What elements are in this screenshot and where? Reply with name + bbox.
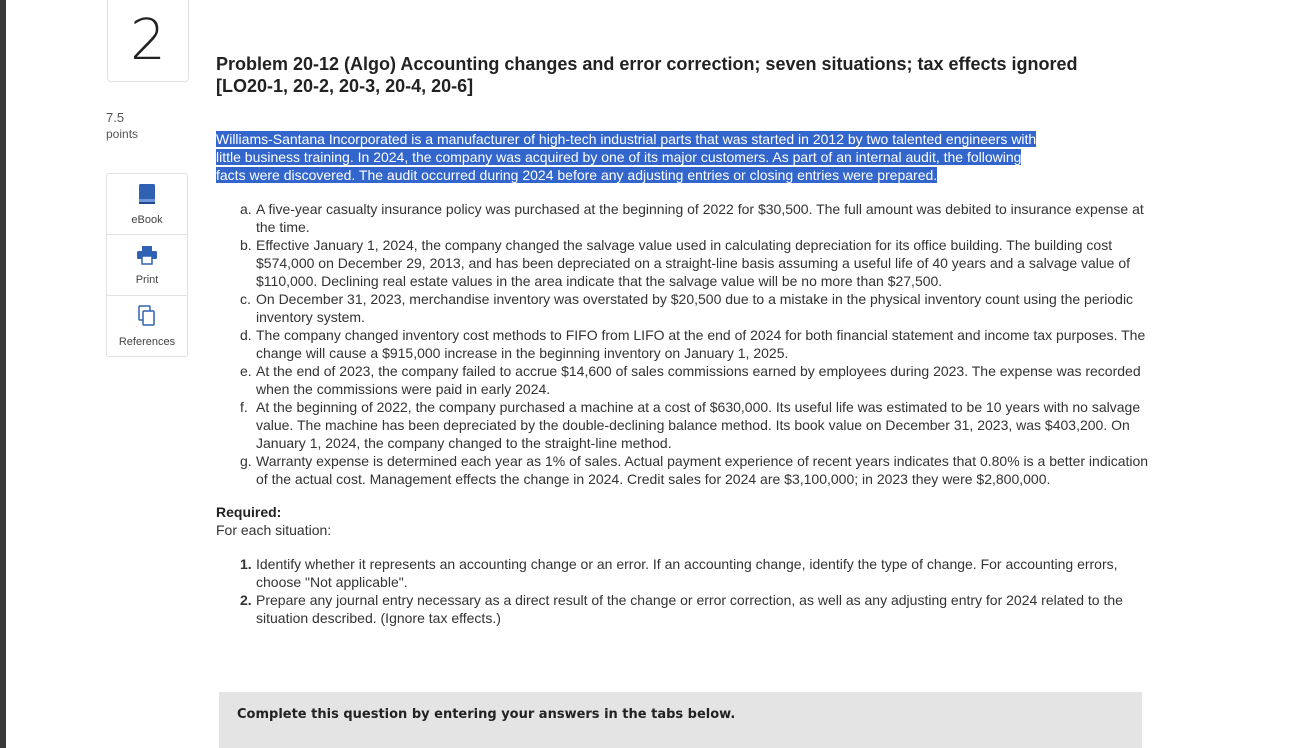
item-letter: e. [240,363,252,379]
required-section [216,503,1156,539]
points-value: 7.5 [106,110,125,125]
item-text: A five-year casualty insurance policy was purchased at the beginning of 2022 for $30,500. The full amount was debited to insurance expense at the time. [256,201,1144,235]
item-text: On December 31, 2023, merchandise inventory was overstated by $20,500 due to a mistake in the physical inventory count using the periodic inventory system. [256,291,1134,325]
list-item [240,398,1156,452]
answer-tabs-panel [219,692,1142,748]
situations-list [240,200,1156,488]
list-item [240,290,1156,326]
item-letter: c. [240,291,251,307]
item-text: Warranty expense is determined each year as 1% of sales. Actual payment experience of recent years indicates that 0.80% is a better indication of the actual cost. Management effects the change in 2024. Credit sales for 2024 are $3,100,000; in 2023 they were $2,800,000. [256,453,1149,487]
item-text: At the beginning of 2022, the company purchased a machine at a cost of $630,000. Its useful life was estimated to be 10 years with no salvage value. The machine has been depreciated by the double-declining balance method. Its book value on December 31, 2023, was $403,200. On January 1, 2024, the company changed to the straight-line method. [256,399,1141,451]
printer-icon [136,245,158,270]
list-item [240,555,1156,591]
item-letter: a. [240,201,252,217]
book-icon [137,183,157,210]
ebook-button[interactable] [107,174,187,235]
points-label: points [106,127,139,141]
list-item [240,236,1156,290]
ebook-label: eBook [131,213,163,226]
required-heading: Required: [216,504,282,520]
item-letter: b. [240,237,252,253]
list-item [240,326,1156,362]
item-text: The company changed inventory cost methods to FIFO from LIFO at the end of 2024 for both financial statement and income tax purposes. The change will cause a $915,000 increase in the beginning inventory on January 1, 2025. [256,327,1146,361]
item-number: 2. [240,592,252,608]
print-button[interactable] [107,235,187,296]
problem-title [216,53,1156,97]
problem-content [216,53,1156,627]
intro-line: facts were discovered. The audit occurred during 2024 before any adjusting entries or closing entries were prepared. [216,167,938,183]
item-text: Identify whether it represents an accounting change or an error. If an accounting change, identify the type of change. For accounting errors, choose "Not applicable". [256,556,1118,590]
item-text: At the end of 2023, the company failed to accrue $14,600 of sales commissions earned by employees during 2023. The expense was recorded when the commissions were paid in early 2024. [256,363,1141,397]
item-letter: g. [240,453,252,469]
item-text: Effective January 1, 2024, the company changed the salvage value used in calculating depreciation for its office building. The building cost $574,000 on December 29, 2013, and has been depreciated on a straight-line basis assuming a useful life of 40 years and a salvage value of $110,000. Declining real estate values in the area indicate that the salvage value will be no more than $27,500. [256,237,1131,289]
item-letter: d. [240,327,252,343]
title-line-2: [LO20-1, 20-2, 20-3, 20-4, 20-6] [216,76,474,96]
complete-prompt: Complete this question by entering your answers in the tabs below. [237,707,736,722]
left-edge-bar [0,0,6,748]
item-number: 1. [240,556,252,572]
references-button[interactable] [107,296,187,356]
required-subheading: For each situation: [216,522,332,538]
references-label: References [118,335,176,348]
item-letter: f. [240,399,248,415]
item-text: Prepare any journal entry necessary as a direct result of the change or error correction, as well as any adjusting entry for 2024 related to the situation described. (Ignore tax effects.) [256,592,1123,626]
documents-icon [137,305,157,332]
intro-line: Williams-Santana Incorporated is a manufacturer of high-tech industrial parts that was started in 2012 by two talented engineers with [216,131,1037,147]
list-item [240,452,1156,488]
points-display [106,110,138,142]
list-item [240,200,1156,236]
problem-intro [216,130,1156,184]
requirements-list [240,555,1156,627]
list-item [240,362,1156,398]
title-line-1: Problem 20-12 (Algo) Accounting changes and error correction; seven situations; tax effects ignored [216,54,1078,74]
intro-line: little business training. In 2024, the company was acquired by one of its major customers. As part of an internal audit, the following [216,149,1022,165]
list-item [240,591,1156,627]
question-number: 2 [107,0,189,82]
tools-panel [106,173,188,357]
print-label: Print [135,273,159,286]
